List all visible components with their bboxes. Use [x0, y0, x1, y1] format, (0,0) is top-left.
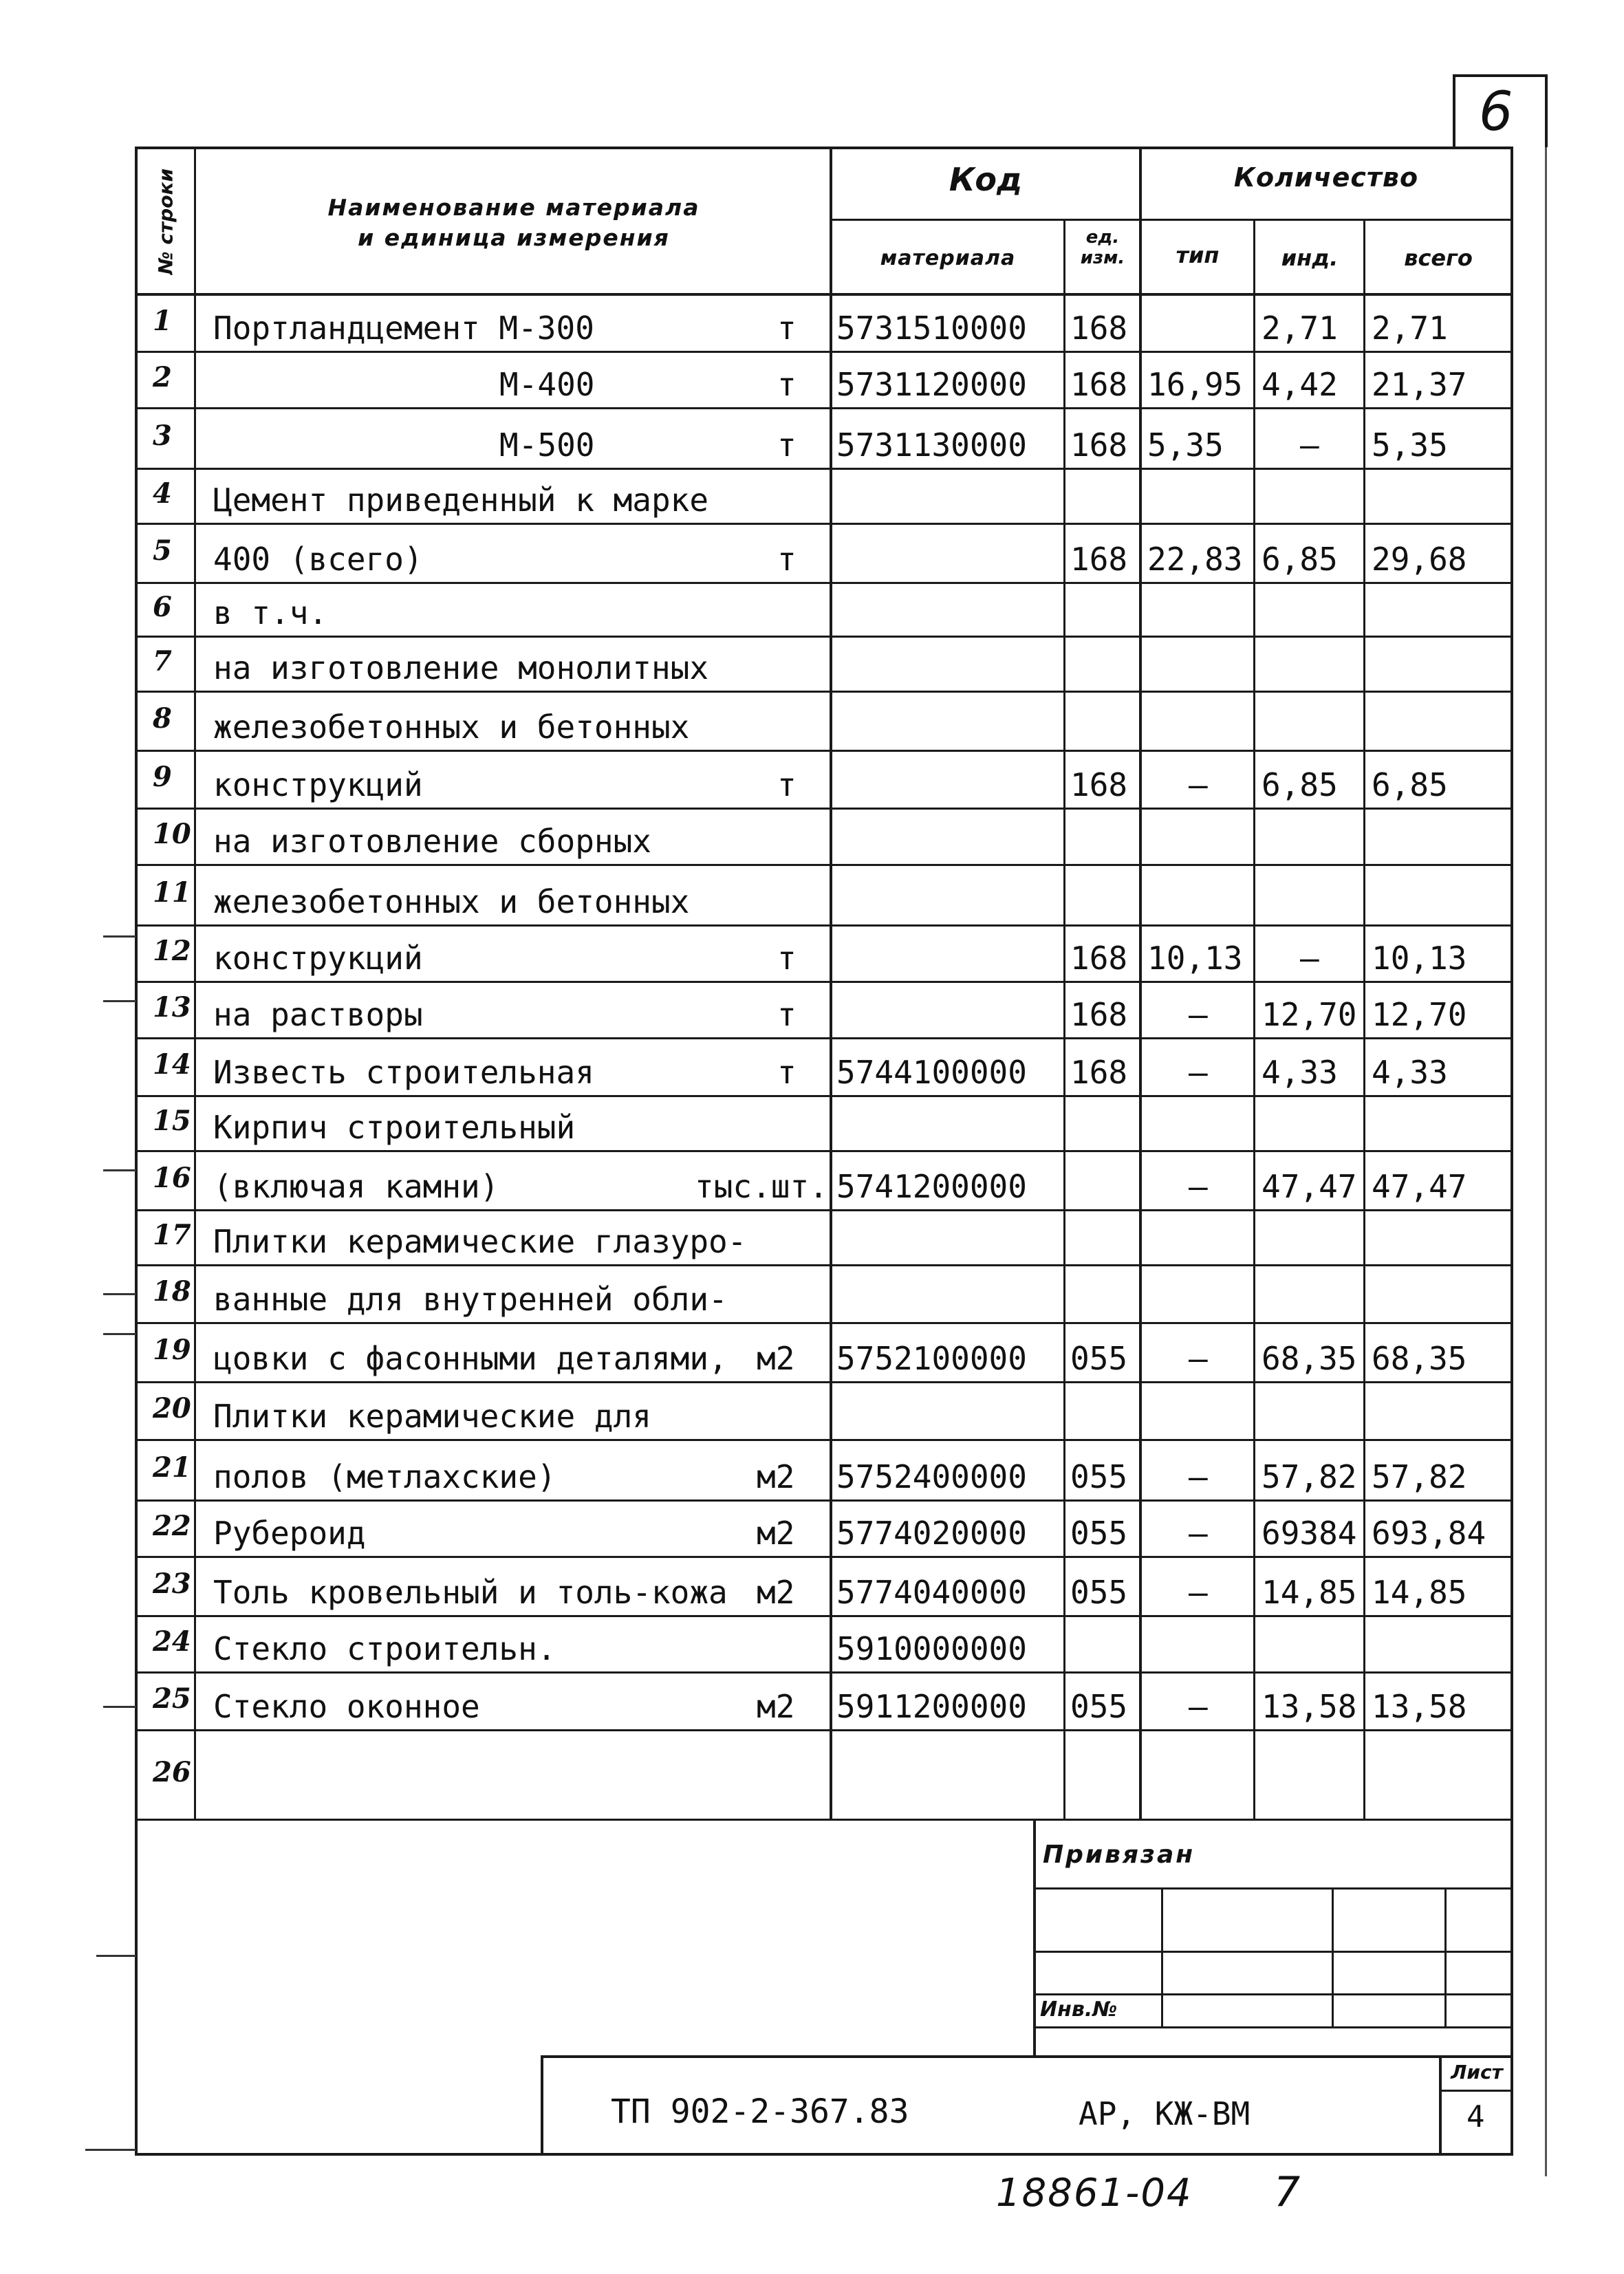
row-rule [135, 1819, 1513, 1821]
row-qty-ind: 69384 [1262, 1515, 1357, 1552]
row-material-code: 5731120000 [836, 366, 1027, 403]
col-line-ind [1363, 219, 1365, 1820]
row-number: 14 [153, 1048, 191, 1081]
row-rule [135, 1499, 1513, 1502]
row-unit-code: 055 [1070, 1458, 1128, 1495]
binding-tick [96, 1955, 136, 1957]
row-material-name: Стекло строительн. [213, 1630, 556, 1667]
stamp-title-left [541, 2055, 543, 2156]
row-unit: м2 [757, 1574, 795, 1611]
row-material-code: 5731130000 [836, 426, 1027, 464]
row-unit: т [777, 541, 797, 578]
row-material-code: 5774020000 [836, 1515, 1027, 1552]
corner-box-right [1545, 74, 1548, 147]
row-rule [135, 1556, 1513, 1558]
row-qty-ind: 13,58 [1262, 1688, 1357, 1725]
row-number: 6 [153, 591, 172, 623]
footer-page-number: 7 [1274, 2168, 1301, 2216]
row-unit: т [777, 940, 797, 977]
row-unit-code: 055 [1070, 1515, 1128, 1552]
row-qty-type: – [1189, 996, 1208, 1033]
row-qty-type: 22,83 [1147, 541, 1243, 578]
row-qty-ind: 68,35 [1262, 1340, 1357, 1377]
row-qty-total: 21,37 [1372, 366, 1467, 403]
header-name-line2: и единица измерения [358, 224, 670, 251]
corner-box-top [1453, 74, 1548, 77]
row-rule [135, 1150, 1513, 1152]
sheet-right-edge [1545, 147, 1547, 2176]
row-unit: м2 [757, 1340, 795, 1377]
row-number: 22 [153, 1510, 191, 1542]
row-rule [135, 808, 1513, 810]
row-material-name: цовки с фасонными деталями, [213, 1340, 728, 1377]
stamp-attached-rule1 [1033, 1887, 1512, 1889]
header-quantity-type: тип [1176, 242, 1220, 268]
row-unit-code: 168 [1070, 1054, 1128, 1091]
row-number: 24 [153, 1625, 191, 1658]
row-unit-code: 055 [1070, 1340, 1128, 1377]
row-unit: т [777, 310, 797, 347]
row-number: 23 [153, 1568, 191, 1600]
table-top-border [135, 147, 1513, 149]
row-unit-code: 168 [1070, 310, 1128, 347]
row-number: 16 [153, 1162, 191, 1194]
row-unit-code: 168 [1070, 541, 1128, 578]
row-number: 17 [153, 1219, 191, 1251]
row-qty-type: – [1189, 1515, 1208, 1552]
col-line-rownum [194, 147, 196, 1820]
row-qty-total: 47,47 [1372, 1168, 1467, 1205]
row-unit: м2 [757, 1458, 795, 1495]
col-line-name [830, 147, 832, 1820]
row-qty-type: 10,13 [1147, 940, 1243, 977]
stamp-sheet-label: Лист [1451, 2061, 1503, 2083]
row-number: 4 [153, 477, 172, 510]
row-number: 12 [153, 935, 191, 967]
row-rule [135, 636, 1513, 638]
row-material-code: 5744100000 [836, 1054, 1027, 1091]
header-quantity-total: всего [1404, 245, 1473, 271]
row-number: 10 [153, 818, 191, 850]
row-unit: м2 [757, 1688, 795, 1725]
binding-tick [103, 1293, 136, 1295]
row-rule [135, 864, 1513, 866]
stamp-attached-rule4 [1033, 2026, 1512, 2028]
row-qty-type: – [1189, 1574, 1208, 1611]
row-qty-total: 6,85 [1372, 766, 1448, 803]
row-qty-type: – [1189, 1688, 1208, 1725]
row-rule [135, 924, 1513, 927]
footer-handwritten-number: 18861-04 [996, 2171, 1193, 2216]
row-rule [135, 1095, 1513, 1097]
row-material-name: Кирпич строительный [213, 1109, 576, 1146]
row-material-name: М-400 [499, 366, 595, 403]
row-rule [135, 981, 1513, 983]
row-material-code: 5731510000 [836, 310, 1027, 347]
stamp-sheet-rule [1439, 2090, 1512, 2092]
row-number: 21 [153, 1451, 191, 1484]
row-rule [135, 582, 1513, 584]
row-rule [135, 468, 1513, 470]
row-material-code: 5910000000 [836, 1630, 1027, 1667]
row-material-name: конструкций [213, 766, 423, 803]
row-unit: тыс.шт. [695, 1168, 828, 1205]
row-number: 11 [153, 876, 191, 909]
row-rule [135, 1322, 1513, 1324]
row-unit: т [777, 1054, 797, 1091]
stamp-attached-col1 [1161, 1887, 1163, 2026]
header-quantity: Количество [1233, 162, 1419, 193]
row-material-name: Портландцемент М-300 [213, 310, 594, 347]
header-quantity-ind: инд. [1281, 245, 1339, 271]
row-qty-total: 2,71 [1372, 310, 1448, 347]
stamp-sheet-number: 4 [1466, 2099, 1485, 2134]
row-number: 8 [153, 702, 172, 735]
binding-tick [103, 935, 136, 938]
row-unit-code: 055 [1070, 1688, 1128, 1725]
row-number: 26 [153, 1756, 191, 1788]
binding-tick [103, 1333, 136, 1335]
row-qty-ind: 4,42 [1262, 366, 1338, 403]
stamp-attached-left [1033, 1820, 1036, 2057]
row-rule [135, 1439, 1513, 1441]
row-rule [135, 1209, 1513, 1211]
row-material-code: 5752400000 [836, 1458, 1027, 1495]
row-material-name: Известь строительная [213, 1054, 594, 1091]
row-qty-total: 14,85 [1372, 1574, 1467, 1611]
corner-box-left [1453, 74, 1455, 147]
row-rule [135, 523, 1513, 525]
row-material-name: Плитки керамические для [213, 1398, 651, 1435]
row-rule [135, 1381, 1513, 1383]
row-material-code: 5774040000 [836, 1574, 1027, 1611]
row-qty-type: – [1189, 1054, 1208, 1091]
row-material-code: 5741200000 [836, 1168, 1027, 1205]
header-bottom-rule [135, 293, 1513, 296]
row-qty-total: 57,82 [1372, 1458, 1467, 1495]
row-qty-total: 29,68 [1372, 541, 1467, 578]
stamp-doc-code: ТП 902-2-367.83 [611, 2092, 909, 2131]
row-unit-code: 168 [1070, 996, 1128, 1033]
row-qty-ind: 57,82 [1262, 1458, 1357, 1495]
row-number: 13 [153, 991, 191, 1024]
row-material-name: в т.ч. [213, 594, 328, 631]
row-rule [135, 1729, 1513, 1731]
row-material-name: на изготовление монолитных [213, 649, 709, 686]
row-number: 25 [153, 1682, 191, 1715]
row-qty-total: 68,35 [1372, 1340, 1467, 1377]
row-rule [135, 1264, 1513, 1266]
stamp-attached-rule2 [1033, 1951, 1512, 1953]
row-unit-code: 168 [1070, 426, 1128, 464]
stamp-attached-col2 [1332, 1887, 1334, 2026]
row-rule [135, 351, 1513, 353]
row-number: 2 [153, 361, 172, 393]
row-unit-code: 168 [1070, 366, 1128, 403]
row-qty-total: 5,35 [1372, 426, 1448, 464]
row-qty-total: 4,33 [1372, 1054, 1448, 1091]
row-number: 9 [153, 761, 172, 793]
stamp-attached-rule3 [1033, 1993, 1512, 1995]
row-unit: т [777, 996, 797, 1033]
row-qty-ind: – [1300, 426, 1319, 464]
row-qty-total: 693,84 [1372, 1515, 1486, 1552]
row-material-name: Плитки керамические глазуро- [213, 1223, 747, 1260]
row-qty-ind: 12,70 [1262, 996, 1357, 1033]
stamp-inv-no-label: Инв.№ [1040, 1997, 1118, 2022]
sheet-corner-number: 6 [1479, 81, 1513, 143]
row-qty-type: – [1189, 1340, 1208, 1377]
row-qty-total: 10,13 [1372, 940, 1467, 977]
row-qty-type: 16,95 [1147, 366, 1243, 403]
row-qty-ind: 47,47 [1262, 1168, 1357, 1205]
row-material-name: железобетонных и бетонных [213, 883, 690, 920]
row-rule [135, 1615, 1513, 1617]
row-rule [135, 407, 1513, 409]
row-qty-ind: 2,71 [1262, 310, 1338, 347]
row-number: 18 [153, 1275, 191, 1308]
row-unit-code: 055 [1070, 1574, 1128, 1611]
stamp-attached-label: Привязан [1043, 1841, 1195, 1869]
stamp-sheet-divider [1439, 2055, 1442, 2156]
row-unit-code: 168 [1070, 940, 1128, 977]
row-unit-code: 168 [1070, 766, 1128, 803]
header-code-material: материала [880, 246, 1016, 270]
row-material-name: конструкций [213, 940, 423, 977]
row-qty-ind: – [1300, 940, 1319, 977]
header-row-number-label: № строки [154, 168, 177, 275]
row-qty-type: – [1189, 1458, 1208, 1495]
row-material-name: М-500 [499, 426, 595, 464]
row-material-name: Стекло оконное [213, 1688, 480, 1725]
row-qty-ind: 14,85 [1262, 1574, 1357, 1611]
row-number: 5 [153, 534, 172, 567]
col-line-code [1063, 219, 1065, 1820]
row-unit: т [777, 426, 797, 464]
row-rule [135, 750, 1513, 752]
row-material-name: Толь кровельный и толь-кожа [213, 1574, 728, 1611]
binding-tick [85, 2149, 136, 2151]
header-row-number [138, 151, 193, 292]
row-unit: т [777, 766, 797, 803]
binding-tick [103, 1169, 136, 1171]
stamp-title-top [541, 2055, 1513, 2058]
row-qty-total: 13,58 [1372, 1688, 1467, 1725]
header-code: Код [949, 161, 1023, 198]
row-number: 1 [153, 305, 172, 337]
stamp-attached-col3 [1444, 1887, 1447, 2026]
row-material-code: 5752100000 [836, 1340, 1027, 1377]
row-material-name: на растворы [213, 996, 423, 1033]
row-unit: т [777, 366, 797, 403]
row-qty-type: 5,35 [1147, 426, 1224, 464]
row-rule [135, 691, 1513, 693]
header-subdivider [830, 219, 1512, 221]
row-qty-type: – [1189, 1168, 1208, 1205]
stamp-section: АР, КЖ-ВМ [1079, 2095, 1251, 2132]
row-unit: м2 [757, 1515, 795, 1552]
col-line-type [1253, 219, 1255, 1820]
col-line-unitcode [1139, 147, 1142, 1820]
row-material-name: железобетонных и бетонных [213, 708, 690, 746]
row-rule [135, 1671, 1513, 1674]
row-qty-ind: 4,33 [1262, 1054, 1338, 1091]
row-material-name: ванные для внутренней обли- [213, 1281, 728, 1318]
row-material-name: 400 (всего) [213, 541, 423, 578]
row-number: 7 [153, 645, 172, 678]
row-qty-type: – [1189, 766, 1208, 803]
row-number: 15 [153, 1105, 191, 1137]
row-rule [135, 1037, 1513, 1039]
row-material-name: полов (метлахские) [213, 1458, 556, 1495]
row-material-name: (включая камни) [213, 1168, 499, 1205]
row-number: 20 [153, 1392, 191, 1425]
row-number: 19 [153, 1334, 191, 1366]
row-material-name: Рубероид [213, 1515, 366, 1552]
row-material-name: на изготовление сборных [213, 823, 651, 860]
header-code-unit: ед. изм. [1080, 227, 1125, 268]
row-material-name: Цемент приведенный к марке [213, 481, 709, 519]
header-name-line1: Наименование материала [327, 194, 700, 221]
row-material-code: 5911200000 [836, 1688, 1027, 1725]
binding-tick [103, 1000, 136, 1002]
table-bottom-border [135, 2153, 1513, 2156]
binding-tick [103, 1706, 136, 1708]
row-qty-ind: 6,85 [1262, 541, 1338, 578]
row-qty-ind: 6,85 [1262, 766, 1338, 803]
row-number: 3 [153, 420, 172, 452]
row-qty-total: 12,70 [1372, 996, 1467, 1033]
